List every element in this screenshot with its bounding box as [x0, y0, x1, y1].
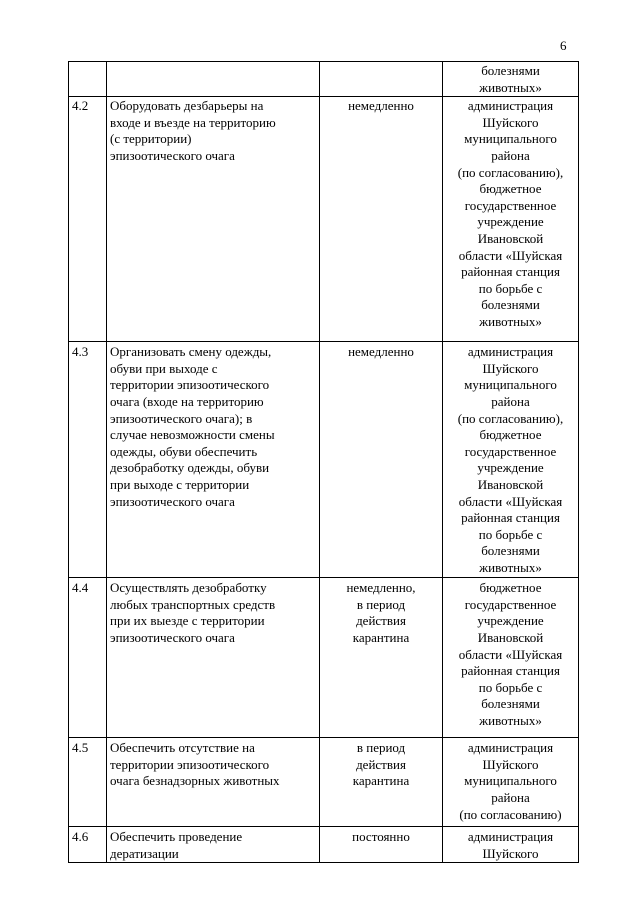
responsible-cell — [443, 738, 579, 827]
responsible-text-line: болезнями — [481, 543, 540, 559]
deadline-text-line: немедленно — [348, 344, 414, 360]
table-row — [69, 738, 579, 827]
responsible-text-line: животных» — [479, 79, 542, 95]
responsible-text-line: бюджетное — [479, 427, 542, 443]
responsible-text-line: государственное — [464, 596, 557, 612]
measure-cell — [107, 342, 320, 578]
measure-cell — [107, 578, 320, 738]
measure-text-line: при их выезде с территории — [110, 613, 265, 629]
table-row — [69, 342, 579, 578]
measures-table — [68, 61, 579, 863]
responsible-text-line: болезнями — [481, 297, 540, 313]
responsible-text-line: бюджетное — [479, 580, 542, 596]
item-number-cell — [69, 827, 107, 863]
page-number: 6 — [560, 38, 567, 53]
measure-text-line: очага безнадзорных животных — [110, 773, 280, 789]
responsible-cell — [443, 827, 579, 863]
responsible-text-line: районная станция — [461, 510, 560, 526]
measure-text-line: эпизоотического очага); в — [110, 410, 253, 426]
responsible-text-line: районная станция — [461, 663, 560, 679]
responsible-text-line: администрация — [467, 829, 554, 845]
responsible-text-line: по борьбе с — [478, 526, 543, 542]
responsible-text-line: Шуйского — [482, 756, 539, 772]
responsible-text-line: муниципального — [464, 377, 557, 393]
measure-text-line: входе и въезде на территорию — [110, 114, 276, 130]
responsible-text-line: государственное — [464, 197, 557, 213]
responsible-text-line: (по согласованию), — [457, 410, 564, 426]
responsible-text-line: Ивановской — [477, 230, 544, 246]
measure-text-line: случае невозможности смены — [110, 427, 275, 443]
deadline-cell — [320, 97, 443, 342]
deadline-text-line: в период — [356, 740, 406, 756]
measure-cell — [107, 827, 320, 863]
measure-text-line: территории эпизоотического — [110, 377, 270, 393]
measure-text-line: одежды, обуви обеспечить — [110, 443, 258, 459]
responsible-text-line: болезнями — [481, 696, 540, 712]
responsible-text-line: (по согласованию) — [459, 806, 562, 822]
responsible-text-line: района — [491, 789, 530, 805]
measure-text-line: (с территории) — [110, 131, 192, 147]
responsible-text-line: болезнями — [481, 63, 540, 78]
responsible-text-line: (по согласованию), — [457, 164, 564, 180]
responsible-text-line: администрация — [467, 344, 554, 360]
measure-text-line: эпизоотического очага — [110, 147, 235, 163]
responsible-text-line: Шуйского — [482, 360, 539, 376]
measure-text-line: обуви при выходе с — [110, 360, 218, 376]
measure-cell — [107, 62, 320, 97]
measure-text-line: дератизации — [110, 845, 179, 861]
responsible-text-line: области «Шуйская — [458, 493, 563, 509]
deadline-text-line: карантина — [352, 629, 410, 645]
responsible-text-line: районная станция — [461, 264, 560, 280]
responsible-text-line: Шуйского — [482, 845, 539, 861]
measure-text-line: Оборудовать дезбарьеры на — [110, 98, 264, 114]
deadline-text-line: немедленно — [348, 98, 414, 114]
responsible-text-line: муниципального — [464, 773, 557, 789]
responsible-text-line: государственное — [464, 443, 557, 459]
responsible-text-line: по борьбе с — [478, 280, 543, 296]
measure-text-line: очага (входе на территорию — [110, 393, 264, 409]
responsible-text-line: муниципального — [464, 131, 557, 147]
measure-text-line: эпизоотического очага — [110, 629, 235, 645]
item-number-cell — [69, 738, 107, 827]
responsible-text-line: животных» — [479, 313, 542, 329]
responsible-text-line: администрация — [467, 740, 554, 756]
responsible-text-line: по борьбе с — [478, 679, 543, 695]
responsible-text-line: Ивановской — [477, 629, 544, 645]
responsible-text-line: учреждение — [477, 613, 544, 629]
deadline-text-line: в период — [356, 596, 406, 612]
responsible-text-line: животных» — [479, 559, 542, 575]
deadline-cell — [320, 62, 443, 97]
measure-text-line: эпизоотического очага — [110, 493, 235, 509]
item-number: 4.3 — [72, 344, 89, 360]
measure-text-line: любых транспортных средств — [110, 596, 276, 612]
responsible-text-line: животных» — [479, 712, 542, 728]
responsible-text-line: Ивановской — [477, 476, 544, 492]
responsible-cell — [443, 578, 579, 738]
responsible-text-line: Шуйского — [482, 114, 539, 130]
table-row — [69, 578, 579, 738]
measure-text-line: Обеспечить проведение — [110, 829, 243, 845]
measure-text-line: при выходе с территории — [110, 476, 250, 492]
deadline-cell — [320, 578, 443, 738]
deadline-cell — [320, 738, 443, 827]
deadline-cell — [320, 827, 443, 863]
measure-text-line: Организовать смену одежды, — [110, 344, 272, 360]
item-number-cell — [69, 62, 107, 97]
responsible-text-line: области «Шуйская — [458, 247, 563, 263]
item-number: 4.5 — [72, 740, 89, 756]
responsible-text-line: бюджетное — [479, 181, 542, 197]
table-row — [69, 827, 579, 863]
table-row — [69, 62, 579, 97]
deadline-text-line: немедленно, — [346, 580, 416, 596]
deadline-text-line: карантина — [352, 773, 410, 789]
item-number: 4.6 — [72, 829, 89, 845]
measure-text-line: дезобработку одежды, обуви — [110, 460, 270, 476]
responsible-cell — [443, 62, 579, 97]
table-row — [69, 97, 579, 342]
measure-cell — [107, 97, 320, 342]
responsible-text-line: учреждение — [477, 460, 544, 476]
item-number-cell — [69, 97, 107, 342]
item-number: 4.2 — [72, 98, 89, 114]
deadline-text-line: постоянно — [352, 829, 410, 845]
measure-text-line: Обеспечить отсутствие на — [110, 740, 255, 756]
responsible-cell — [443, 342, 579, 578]
responsible-cell — [443, 97, 579, 342]
responsible-text-line: администрация — [467, 98, 554, 114]
item-number-cell — [69, 342, 107, 578]
measure-cell — [107, 738, 320, 827]
measure-text-line: территории эпизоотического — [110, 756, 270, 772]
deadline-text-line: действия — [356, 756, 406, 772]
deadline-cell — [320, 342, 443, 578]
item-number-cell — [69, 578, 107, 738]
responsible-text-line: области «Шуйская — [458, 646, 563, 662]
deadline-text-line: действия — [356, 613, 406, 629]
measure-text-line: Осуществлять дезобработку — [110, 580, 267, 596]
responsible-text-line: района — [491, 393, 530, 409]
responsible-text-line: учреждение — [477, 214, 544, 230]
responsible-text-line: района — [491, 147, 530, 163]
item-number: 4.4 — [72, 580, 89, 596]
